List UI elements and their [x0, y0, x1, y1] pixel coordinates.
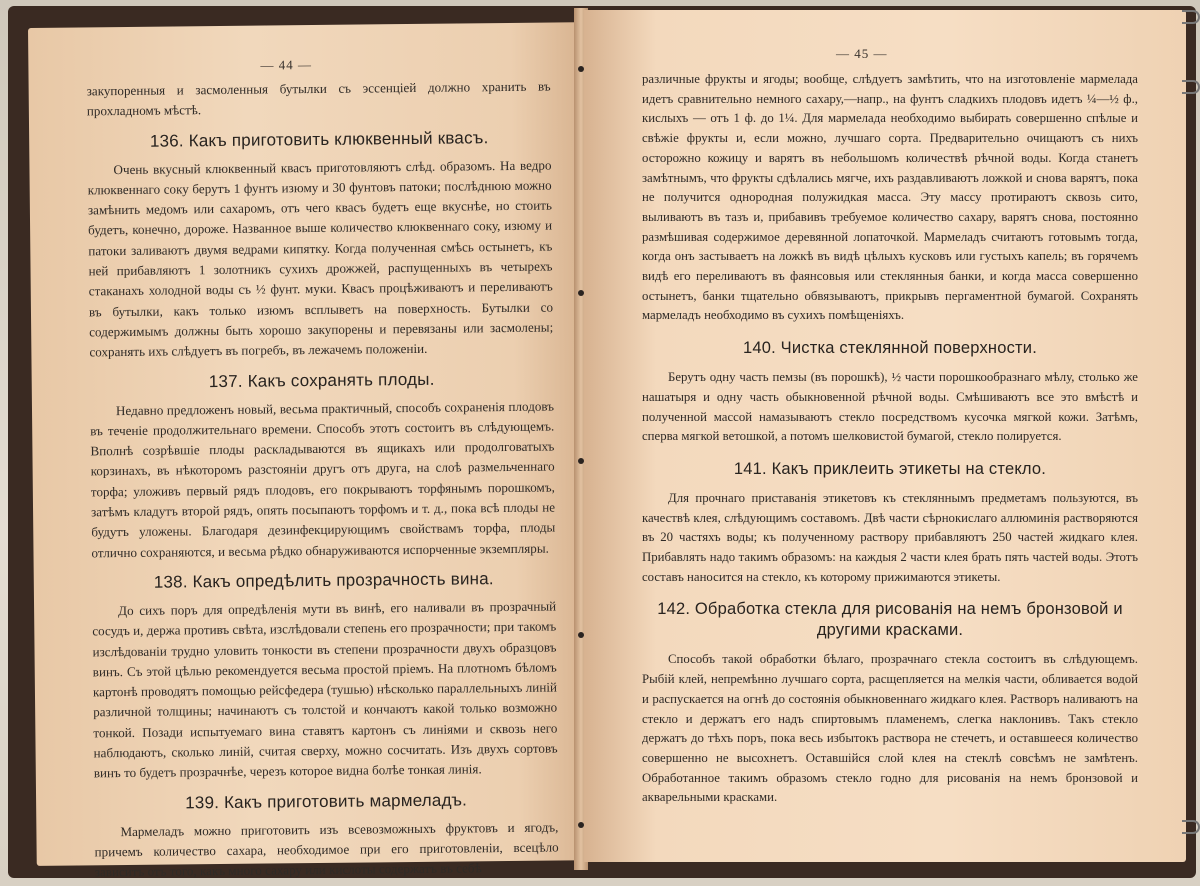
section-heading-142: 142. Обработка стекла для рисованія на немъ бронзовой и другими красками. [657, 600, 1123, 640]
section-heading-138: 138. Какъ опредѣлить прозрачность вина. [153, 569, 494, 592]
section-text-139: Мармеладъ можно приготовить изъ всевозможныхъ фруктовъ и ягодъ, причемъ количество сахара, необходимое при его приготовленіи, всецѣло зависитъ отъ того, какъ много сахару или кислоты содержатъ въ себѣ [94, 819, 559, 880]
section-text-140: Берутъ одну часть пемзы (въ порошкѣ), ½ части порошкообразнаго мѣлу, столько же нашатыря и одну часть обыкновенной рѣчной воды. Смѣшиваютъ все это вмѣстѣ и полученной массой намазываютъ стекло посредствомъ кусочка мягкой кожи. Затѣмъ, сперва мягкой ветошкой, а потомъ шелковистой бумагой, стекло полируется. [642, 370, 1138, 444]
left-page-number: — 44 — [260, 57, 312, 73]
notebook-spiral [1182, 80, 1200, 94]
left-page [28, 22, 585, 880]
left-page-intro: закупоренныя и засмоленныя бутылки съ эссенціей должно хранить въ прохладномъ мѣстѣ. [86, 78, 551, 119]
section-heading-137: 137. Какъ сохранять плоды. [208, 369, 435, 391]
right-page-number: — 45 — [836, 46, 888, 61]
section-text-142: Способъ такой обработки бѣлаго, прозрачнаго стекла состоитъ въ слѣдующемъ. Рыбій клей, непремѣнно лучшаго сорта, расщепляется на мелкія части, обливается водой и распускается на огнѣ до состоянія обыкновеннаго жидкаго клея. Растворъ наливаютъ на стекло и держатъ его надъ спиртовымъ пламенемъ, слегка наклонивъ. Такъ стекло держатъ до тѣхъ поръ, пока весь избытокъ раствора не стечетъ, и оставшееся количество совершенно не высохнетъ. Оставшійся слой клея на стеклѣ совсѣмъ не замѣтенъ. Обработанное такимъ образомъ стекло годно для рисованія на немъ бронзовой и акварельными красками. [642, 652, 1138, 805]
notebook-spiral [1182, 10, 1200, 24]
section-heading-141: 141. Какъ приклеить этикеты на стекло. [733, 459, 1047, 478]
right-page [584, 10, 1186, 862]
right-page-intro: различные фрукты и ягоды; вообще, слѣдуетъ замѣтить, что на изготовленіе мармелада идетъ сравнительно немного сахару,—напр., на фунтъ сладкихъ плодовъ идетъ ¼—½ ф., кислыхъ — отъ 1 ф. до 1¼. Для мармелада необходимо выбирать совершенно спѣлые и свѣжіе фрукты и, если можно, лучшаго сорта. Предварительно очищаютъ съ нихъ осторожно кожицу и варятъ въ небольшомъ количествѣ рѣчной воды. Когда станетъ замѣтнымъ, что фрукты сдѣлались мягче, ихъ раздавливаютъ ложкой и снова варятъ, пока не получится однородная полужидкая масса. Эту массу протираютъ сквозь сито, выливаютъ въ тазъ и, прибавивъ требуемое количество сахару, варятъ снова, постоянно размѣшивая содержимое деревянной лопаточкой. Мармеладъ считаютъ готовымъ тогда, когда онъ застываетъ на ложкѣ въ видѣ цѣлыхъ кусковъ или густыхъ капель; въ горячемъ видѣ его переливаютъ въ фаянсовыя или стеклянныя банки, и когда масса совершенно остынетъ, банки тщательно обвязываютъ, прикрывъ пергаментной бумагой. Сохранять мармеладъ необходимо въ сухихъ помѣщеніяхъ. [642, 72, 1138, 323]
section-text-141: Для прочнаго приставанія этикетовъ къ стекляннымъ предметамъ пользуются, въ качествѣ клея, слѣдующимъ составомъ. Двѣ части сѣрнокислаго аллюминія растворяются въ 20 частяхъ воды; къ полученному раствору прибавляютъ 250 частей жидкаго клея. Прибавлять надо такимъ образомъ: на каждыя 2 части клея брать пять частей воды. Этотъ составъ наносится на стекло, къ которому прижимаются этикеты. [642, 490, 1138, 584]
section-text-138: До сихъ поръ для опредѣленія мути въ винѣ, его наливали въ прозрачный сосудъ и, держа противъ свѣта, изслѣдовали степень его прозрачности; при такомъ изслѣдованіи трудно уловить тонкости въ степени прозрачности двухъ образцовъ винъ. Съ этой цѣлью рекомендуется весьма простой пріемъ. На плотномъ бѣломъ картонѣ проводятъ помощью рейсфедера (тушью) нѣсколько параллельныхъ линій различной толщины; начинаютъ съ толстой и кончаютъ какой только возможно тонкой. Позади испытуемаго вина ставятъ картонъ съ линіями и сквозь него наблюдаютъ, сколько линій, считая сверху, можно сосчитать. Изъ двухъ сортовъ винъ то будетъ прозрачнѣе, черезъ которое видна болѣе тонкая линія. [92, 598, 558, 781]
section-text-136: Очень вкусный клюквенный квасъ приготовляютъ слѣд. образомъ. На ведро клюквеннаго соку берутъ 1 фунтъ изюму и 30 фунтовъ патоки; послѣднюю можно замѣнить медомъ или сахаромъ, отъ чего квасъ будетъ еще вкуснѣе, но стоить будетъ, конечно, дороже. Названное выше количество клюквеннаго соку, изюму и патоки заливаютъ двумя ведрами кипятку. Когда полученная смѣсь остынетъ, къ ней прибавляютъ 1 золотникъ сухихъ дрожжей, распущенныхъ въ четырехъ стаканахъ холодной воды съ ½ фунт. муки. Квасъ процѣживаютъ и переливаютъ въ бутылки, какъ только изюмъ всплыветъ на поверхность. Бутылки со содержимымъ должны быть хорошо закупорены и перевязаны или засмолены; сохранять ихъ слѣдуетъ въ погребъ, въ лежачемъ положеніи. [87, 157, 554, 360]
section-heading-140: 140. Чистка стеклянной поверхности. [742, 339, 1038, 358]
left-page-content [87, 77, 559, 883]
section-heading-139: 139. Какъ приготовить мармеладъ. [185, 790, 468, 813]
notebook-spiral [1182, 820, 1200, 834]
section-heading-136: 136. Какъ приготовить клюквенный квасъ. [149, 127, 489, 151]
right-page-content [642, 70, 1138, 808]
section-text-137: Недавно предложенъ новый, весьма практичный, способъ сохраненія плодовъ въ теченіе продолжительнаго времени. Способъ этотъ состоитъ въ слѣдующемъ. Вполнѣ созрѣвшіе плоды раскладываются въ ящикахъ или продолговатыхъ корзинахъ, въ нѣкоторомъ разстояніи другъ отъ друга, на слоѣ размельченнаго торфа; уложивъ первый рядъ плодовъ, его покрываютъ торфянымъ порошкомъ, затѣмъ кладутъ второй рядъ, опять посыпаютъ торфомъ и т. д., пока всѣ плоды не будутъ уложены. Благодаря дезинфекцирующимъ свойствамъ торфа, плоды отлично сохраняются, и весьма рѣдко обнаруживаются испорченные экземпляры. [90, 398, 556, 561]
